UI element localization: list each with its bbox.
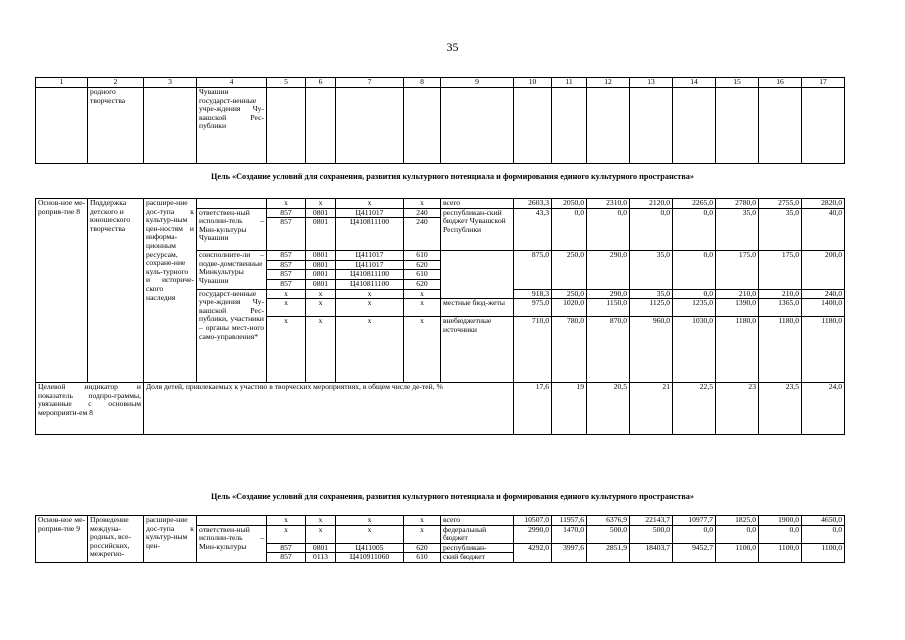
- value-cell: 35,0: [716, 208, 759, 251]
- funding-source: республикан-ский бюджет Чувашской Республики: [441, 208, 514, 251]
- value-cell: 18403,7: [630, 543, 673, 562]
- funding-source: федеральный бюджет: [441, 525, 514, 543]
- measure-9-task: расшире-ние дос-тупа к культур-ным цен-: [144, 516, 197, 563]
- value-cell: 500,0: [587, 525, 630, 543]
- value-cell: 975,0: [514, 299, 552, 317]
- code-c8: 240: [404, 208, 441, 218]
- code-c8: х: [404, 199, 441, 209]
- indicator-value: 23,5: [759, 383, 802, 435]
- indicator-value: 19: [552, 383, 587, 435]
- value-cell: 1180,0: [802, 317, 845, 383]
- code-c5: х: [267, 289, 306, 299]
- funding-source: внебюджетные источники: [441, 317, 514, 383]
- value-cell: 0,0: [587, 208, 630, 251]
- code-c7: Ц411017: [336, 260, 404, 270]
- indicator-value: 23: [716, 383, 759, 435]
- code-c6: 0801: [306, 270, 336, 280]
- column-number-2: 2: [88, 78, 144, 88]
- indicator-value: 24,0: [802, 383, 845, 435]
- code-c5: 857: [267, 251, 306, 261]
- value-cell: 290,0: [587, 289, 630, 299]
- responsible-executor: ответствен-ный исполни-тель – Мин-культуры: [197, 525, 267, 562]
- column-number-3: 3: [144, 78, 197, 88]
- measure-8-task: расшире-ние дос-тупа к культур-ным цен-ностям и информа-ционным ресурсам, сохране-ние куль-турного и историче-ского наследия: [144, 199, 197, 383]
- code-c5: 857: [267, 260, 306, 270]
- value-cell: 1180,0: [759, 317, 802, 383]
- measure-8-label: Основ-ное ме-роприя-тие 8: [36, 199, 88, 383]
- value-cell: 250,0: [552, 289, 587, 299]
- code-c6: 0801: [306, 279, 336, 289]
- value-cell: 0,0: [673, 251, 716, 289]
- value-cell: 40,0: [802, 208, 845, 251]
- value-cell: 918,3: [514, 289, 552, 299]
- value-cell: 1390,0: [716, 299, 759, 317]
- value-cell: 1020,0: [552, 299, 587, 317]
- code-c5: 857: [267, 270, 306, 280]
- value-cell: 1100,0: [802, 543, 845, 562]
- value-cell: 500,0: [630, 525, 673, 543]
- value-cell: 2820,0: [802, 199, 845, 209]
- indicator-text: Доля детей, привлекаемых к участию в творческих мероприятиях, в общем числе де-тей, %: [144, 383, 514, 435]
- code-c8: 610: [404, 251, 441, 261]
- code-c7: х: [336, 317, 404, 383]
- code-c7: х: [336, 525, 404, 543]
- value-cell: 710,0: [514, 317, 552, 383]
- code-c5: х: [267, 516, 306, 526]
- state-institutions: государст-венные учре-ждения Чу-вашской Рес-публики, участники – органы мест-ного само-управления*: [197, 289, 267, 383]
- column-number-8: 8: [404, 78, 441, 88]
- code-c7: Ц411005: [336, 543, 404, 553]
- responsible-executor: ответствен-ный исполни-тель – Мин-культуры Чувашии: [197, 208, 267, 251]
- code-c7: Ц410811100: [336, 218, 404, 251]
- code-c5: х: [267, 299, 306, 317]
- value-cell: 0,0: [673, 525, 716, 543]
- value-cell: 35,0: [759, 208, 802, 251]
- code-c6: 0801: [306, 260, 336, 270]
- code-c8: 620: [404, 260, 441, 270]
- indicator-value: 22,5: [673, 383, 716, 435]
- table-continuation: [35, 77, 845, 164]
- value-cell: 1470,0: [552, 525, 587, 543]
- value-cell: 6376,9: [587, 516, 630, 526]
- code-c7: х: [336, 199, 404, 209]
- table-measure-8: [35, 198, 845, 435]
- value-cell: 3997,6: [552, 543, 587, 562]
- value-cell: 210,0: [759, 289, 802, 299]
- code-c8: 620: [404, 543, 441, 553]
- funding-source: ский бюджет: [441, 553, 514, 563]
- value-cell: 43,3: [514, 208, 552, 251]
- code-c6: 0113: [306, 553, 336, 563]
- value-cell: 250,0: [552, 251, 587, 289]
- code-c8: 620: [404, 279, 441, 289]
- column-number-4: 4: [197, 78, 267, 88]
- cont-col2: родного творчества: [88, 88, 144, 164]
- value-cell: 0,0: [552, 208, 587, 251]
- value-cell: 1030,0: [673, 317, 716, 383]
- value-cell: 2310,0: [587, 199, 630, 209]
- code-c5: х: [267, 199, 306, 209]
- value-cell: 1100,0: [759, 543, 802, 562]
- value-cell: 1150,0: [587, 299, 630, 317]
- table-measure-9: [35, 515, 845, 563]
- value-cell: 1125,0: [630, 299, 673, 317]
- measure-9-label: Основ-ное ме-роприя-тие 9: [36, 516, 88, 563]
- code-c7: х: [336, 299, 404, 317]
- measure-9-title: Проведение междуна-родных, все-российских, межрегио-: [88, 516, 144, 563]
- continuation-row: [36, 88, 845, 164]
- code-c6: 0801: [306, 208, 336, 218]
- funding-source: всего: [441, 516, 514, 526]
- code-c8: 610: [404, 553, 441, 563]
- column-number-15: 15: [716, 78, 759, 88]
- code-c6: х: [306, 289, 336, 299]
- code-c6: х: [306, 516, 336, 526]
- code-c7: Ц411017: [336, 208, 404, 218]
- funding-source: местные бюд-жеты: [441, 299, 514, 317]
- value-cell: 875,0: [514, 251, 552, 289]
- code-c8: х: [404, 289, 441, 299]
- code-c5: х: [267, 525, 306, 543]
- value-cell: 10977,7: [673, 516, 716, 526]
- page-number: 35: [446, 40, 459, 54]
- code-c5: х: [267, 317, 306, 383]
- value-cell: 210,0: [716, 289, 759, 299]
- goal-heading-1: Цель «Создание условий для сохранения, развития культурного потенциала и формирования единого культурного пространства»: [211, 172, 694, 181]
- code-c5: 857: [267, 543, 306, 553]
- value-cell: 1180,0: [716, 317, 759, 383]
- column-number-10: 10: [514, 78, 552, 88]
- value-cell: 960,0: [630, 317, 673, 383]
- value-cell: 0,0: [759, 525, 802, 543]
- column-number-9: 9: [441, 78, 514, 88]
- column-number-12: 12: [587, 78, 630, 88]
- value-cell: 1900,0: [759, 516, 802, 526]
- code-c8: х: [404, 516, 441, 526]
- goal-heading-2: Цель «Создание условий для сохранения, развития культурного потенциала и формирования единого культурного пространства»: [211, 492, 694, 501]
- code-c7: х: [336, 516, 404, 526]
- value-cell: 2851,9: [587, 543, 630, 562]
- value-cell: 780,0: [552, 317, 587, 383]
- value-cell: 175,0: [716, 251, 759, 289]
- column-number-17: 17: [802, 78, 845, 88]
- code-c6: 0801: [306, 218, 336, 251]
- column-number-6: 6: [306, 78, 336, 88]
- resp-blank: [197, 199, 267, 209]
- funding-source: всего: [441, 199, 514, 209]
- table-row: [36, 199, 845, 209]
- column-number-1: 1: [36, 78, 88, 88]
- value-cell: 35,0: [630, 289, 673, 299]
- funding-source: республикан-: [441, 543, 514, 553]
- value-cell: 11957,6: [552, 516, 587, 526]
- code-c6: 0801: [306, 251, 336, 261]
- indicator-row: [36, 383, 845, 435]
- column-number-11: 11: [552, 78, 587, 88]
- value-cell: 0,0: [716, 525, 759, 543]
- code-c5: 857: [267, 208, 306, 218]
- code-c8: х: [404, 317, 441, 383]
- code-c6: х: [306, 299, 336, 317]
- code-c6: 0801: [306, 543, 336, 553]
- column-number-14: 14: [673, 78, 716, 88]
- value-cell: 35,0: [630, 251, 673, 289]
- value-cell: 0,0: [673, 289, 716, 299]
- column-number-13: 13: [630, 78, 673, 88]
- code-c8: 610: [404, 270, 441, 280]
- value-cell: 0,0: [802, 525, 845, 543]
- value-cell: 9452,7: [673, 543, 716, 562]
- code-c7: Ц410911060: [336, 553, 404, 563]
- code-c7: Ц410811100: [336, 270, 404, 280]
- value-cell: 22143,7: [630, 516, 673, 526]
- indicator-value: 21: [630, 383, 673, 435]
- value-cell: 4650,0: [802, 516, 845, 526]
- code-c5: 857: [267, 553, 306, 563]
- column-number-5: 5: [267, 78, 306, 88]
- value-cell: 2603,3: [514, 199, 552, 209]
- column-number-7: 7: [336, 78, 404, 88]
- code-c5: 857: [267, 279, 306, 289]
- indicator-label: Целевой индикатор и показатель подпро-граммы, увязанные с основным мероприяти-ем 8: [36, 383, 144, 435]
- value-cell: 200,0: [802, 251, 845, 289]
- code-c6: х: [306, 317, 336, 383]
- code-c7: Ц411017: [336, 251, 404, 261]
- value-cell: 2755,0: [759, 199, 802, 209]
- code-c6: х: [306, 525, 336, 543]
- measure-8-title: Поддержка детского и юношеского творчества: [88, 199, 144, 383]
- indicator-value: 20,5: [587, 383, 630, 435]
- resp-blank: [197, 516, 267, 526]
- code-c6: х: [306, 199, 336, 209]
- code-c8: 240: [404, 218, 441, 251]
- value-cell: 240,0: [802, 289, 845, 299]
- value-cell: 10507,0: [514, 516, 552, 526]
- cont-col4: Чувашии государст-венные учре-ждения Чу-вашской Рес-публики: [197, 88, 267, 164]
- value-cell: 870,0: [587, 317, 630, 383]
- value-cell: 1235,0: [673, 299, 716, 317]
- code-c8: х: [404, 299, 441, 317]
- value-cell: 2780,0: [716, 199, 759, 209]
- value-cell: 1365,0: [759, 299, 802, 317]
- value-cell: 0,0: [630, 208, 673, 251]
- table-row: [36, 516, 845, 526]
- value-cell: 1400,0: [802, 299, 845, 317]
- value-cell: 2990,0: [514, 525, 552, 543]
- value-cell: 2050,0: [552, 199, 587, 209]
- column-numbers-row: [36, 78, 845, 88]
- value-cell: 2120,0: [630, 199, 673, 209]
- value-cell: 290,0: [587, 251, 630, 289]
- column-number-16: 16: [759, 78, 802, 88]
- value-cell: 0,0: [673, 208, 716, 251]
- value-cell: 4292,0: [514, 543, 552, 562]
- code-c7: Ц410811100: [336, 279, 404, 289]
- value-cell: 1100,0: [716, 543, 759, 562]
- co-executors: соисполните-ли – подве-домственные Минкультуры Чувашии: [197, 251, 267, 289]
- code-c7: х: [336, 289, 404, 299]
- value-cell: 2265,0: [673, 199, 716, 209]
- value-cell: 1825,0: [716, 516, 759, 526]
- indicator-value: 17,6: [514, 383, 552, 435]
- funding-source: [441, 251, 514, 299]
- code-c5: 857: [267, 218, 306, 251]
- value-cell: 175,0: [759, 251, 802, 289]
- code-c8: х: [404, 525, 441, 543]
